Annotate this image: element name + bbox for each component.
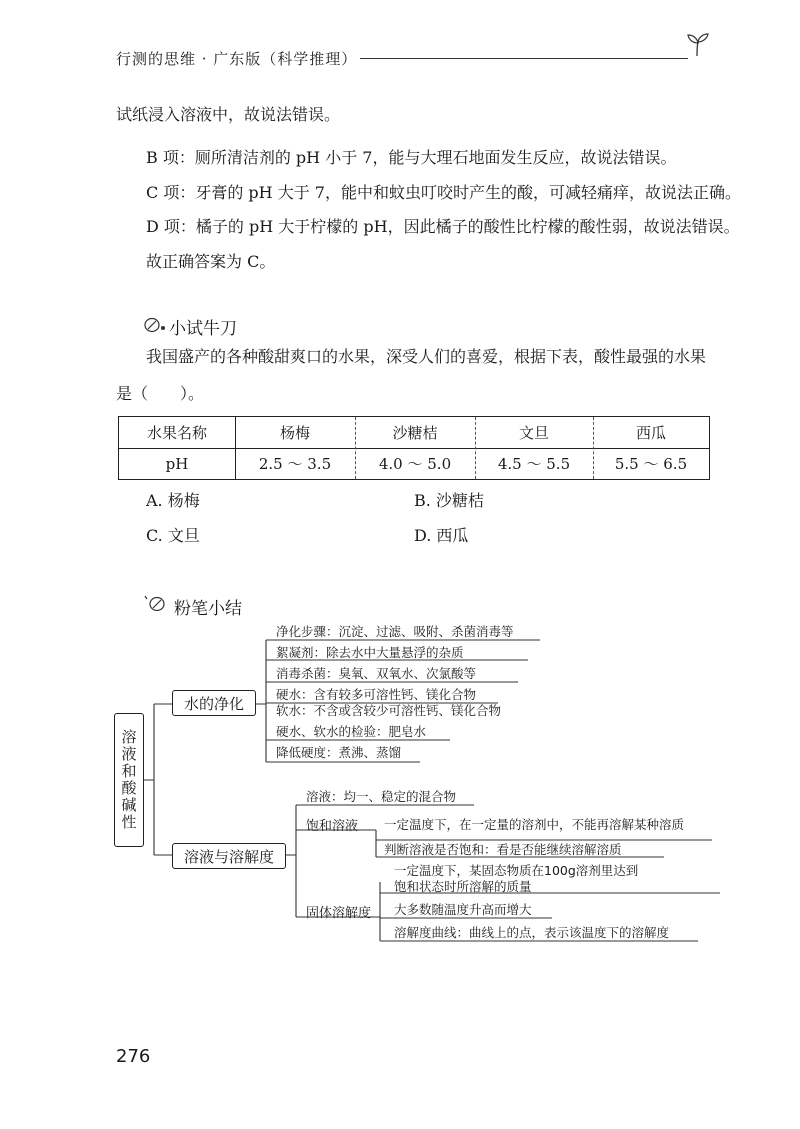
explanation-line-1: 试纸浸入溶液中，故说法错误。	[116, 105, 341, 124]
practice-title: 小试牛刀	[169, 319, 237, 339]
option-c: C. 文旦	[146, 526, 200, 545]
mindmap-leaf: 硬水、软水的检验：肥皂水	[276, 724, 427, 739]
mindmap-root: 溶液和酸碱性	[114, 713, 144, 847]
summary-title: 粉笔小结	[174, 599, 242, 619]
table-header-cell: 西瓜	[635, 424, 666, 442]
mindmap-leaf: 硬水：含有较多可溶性钙、镁化合物	[276, 687, 477, 702]
mindmap-leaf: 软水：不含或含较少可溶性钙、镁化合物	[276, 703, 502, 718]
mindmap-leaf: 溶解度曲线：曲线上的点，表示该温度下的溶解度	[394, 925, 670, 940]
mindmap-leaf: 判断溶液是否饱和：看是否能继续溶解溶质	[384, 842, 622, 857]
table-cell: 4.0 ～ 5.0	[378, 455, 452, 473]
table-cell: 2.5 ～ 3.5	[258, 455, 332, 473]
mindmap-leaf: 饱和状态时所溶解的质量	[394, 879, 532, 894]
mindmap-node-solubility: 固体溶解度	[306, 906, 372, 921]
table-header-cell: 沙糖桔	[392, 424, 438, 442]
table-cell: pH	[165, 454, 189, 473]
page-number: 276	[116, 1046, 151, 1067]
mindmap-leaf: 絮凝剂：除去水中大量悬浮的杂质	[276, 645, 464, 660]
option-b: B. 沙糖桔	[414, 491, 484, 510]
mindmap-leaf: 大多数随温度升高而增大	[394, 902, 532, 917]
explanation-line-c: C 项：牙膏的 pH 大于 7，能中和蚊虫叮咬时产生的酸，可减轻痛痒，故说法正确。	[146, 183, 741, 202]
mindmap-branch-solution-solubility: 溶液与溶解度	[172, 843, 286, 869]
mindmap-leaf: 溶液：均一、稳定的混合物	[306, 789, 457, 804]
mindmap-leaf: 降低硬度：煮沸、蒸馏	[276, 745, 402, 760]
table-header-cell: 杨梅	[279, 424, 310, 442]
answer-line: 故正确答案为 C。	[146, 252, 276, 271]
table-header-cell: 水果名称	[146, 424, 207, 442]
table-cell: 4.5 ～ 5.5	[497, 455, 571, 473]
option-d: D. 西瓜	[414, 526, 469, 545]
table-cell: 5.5 ～ 6.5	[614, 455, 688, 473]
mindmap-leaf: 一定温度下，某固态物质在100g溶剂里达到	[394, 863, 639, 878]
table-header-cell: 文旦	[518, 424, 549, 442]
running-header: 行测的思维 · 广东版（科学推理）	[116, 50, 358, 68]
question-line-2: 是（ ）。	[116, 384, 205, 403]
mindmap-leaf: 消毒杀菌：臭氧、双氧水、次氯酸等	[276, 666, 477, 681]
mindmap-leaf: 一定温度下，在一定量的溶剂中，不能再溶解某种溶质	[384, 817, 685, 832]
mindmap-leaf: 净化步骤：沉淀、过滤、吸附、杀菌消毒等	[276, 624, 514, 639]
explanation-line-b: B 项：厕所清洁剂的 pH 小于 7，能与大理石地面发生反应，故说法错误。	[146, 148, 677, 167]
mindmap-node-saturated: 饱和溶液	[306, 819, 359, 834]
explanation-line-d: D 项：橘子的 pH 大于柠檬的 pH，因此橘子的酸性比柠檬的酸性弱，故说法错误。	[146, 217, 740, 236]
option-a: A. 杨梅	[146, 491, 200, 510]
mindmap-branch-water-purification: 水的净化	[172, 690, 256, 716]
question-line-1: 我国盛产的各种酸甜爽口的水果，深受人们的喜爱，根据下表，酸性最强的水果	[146, 347, 707, 366]
